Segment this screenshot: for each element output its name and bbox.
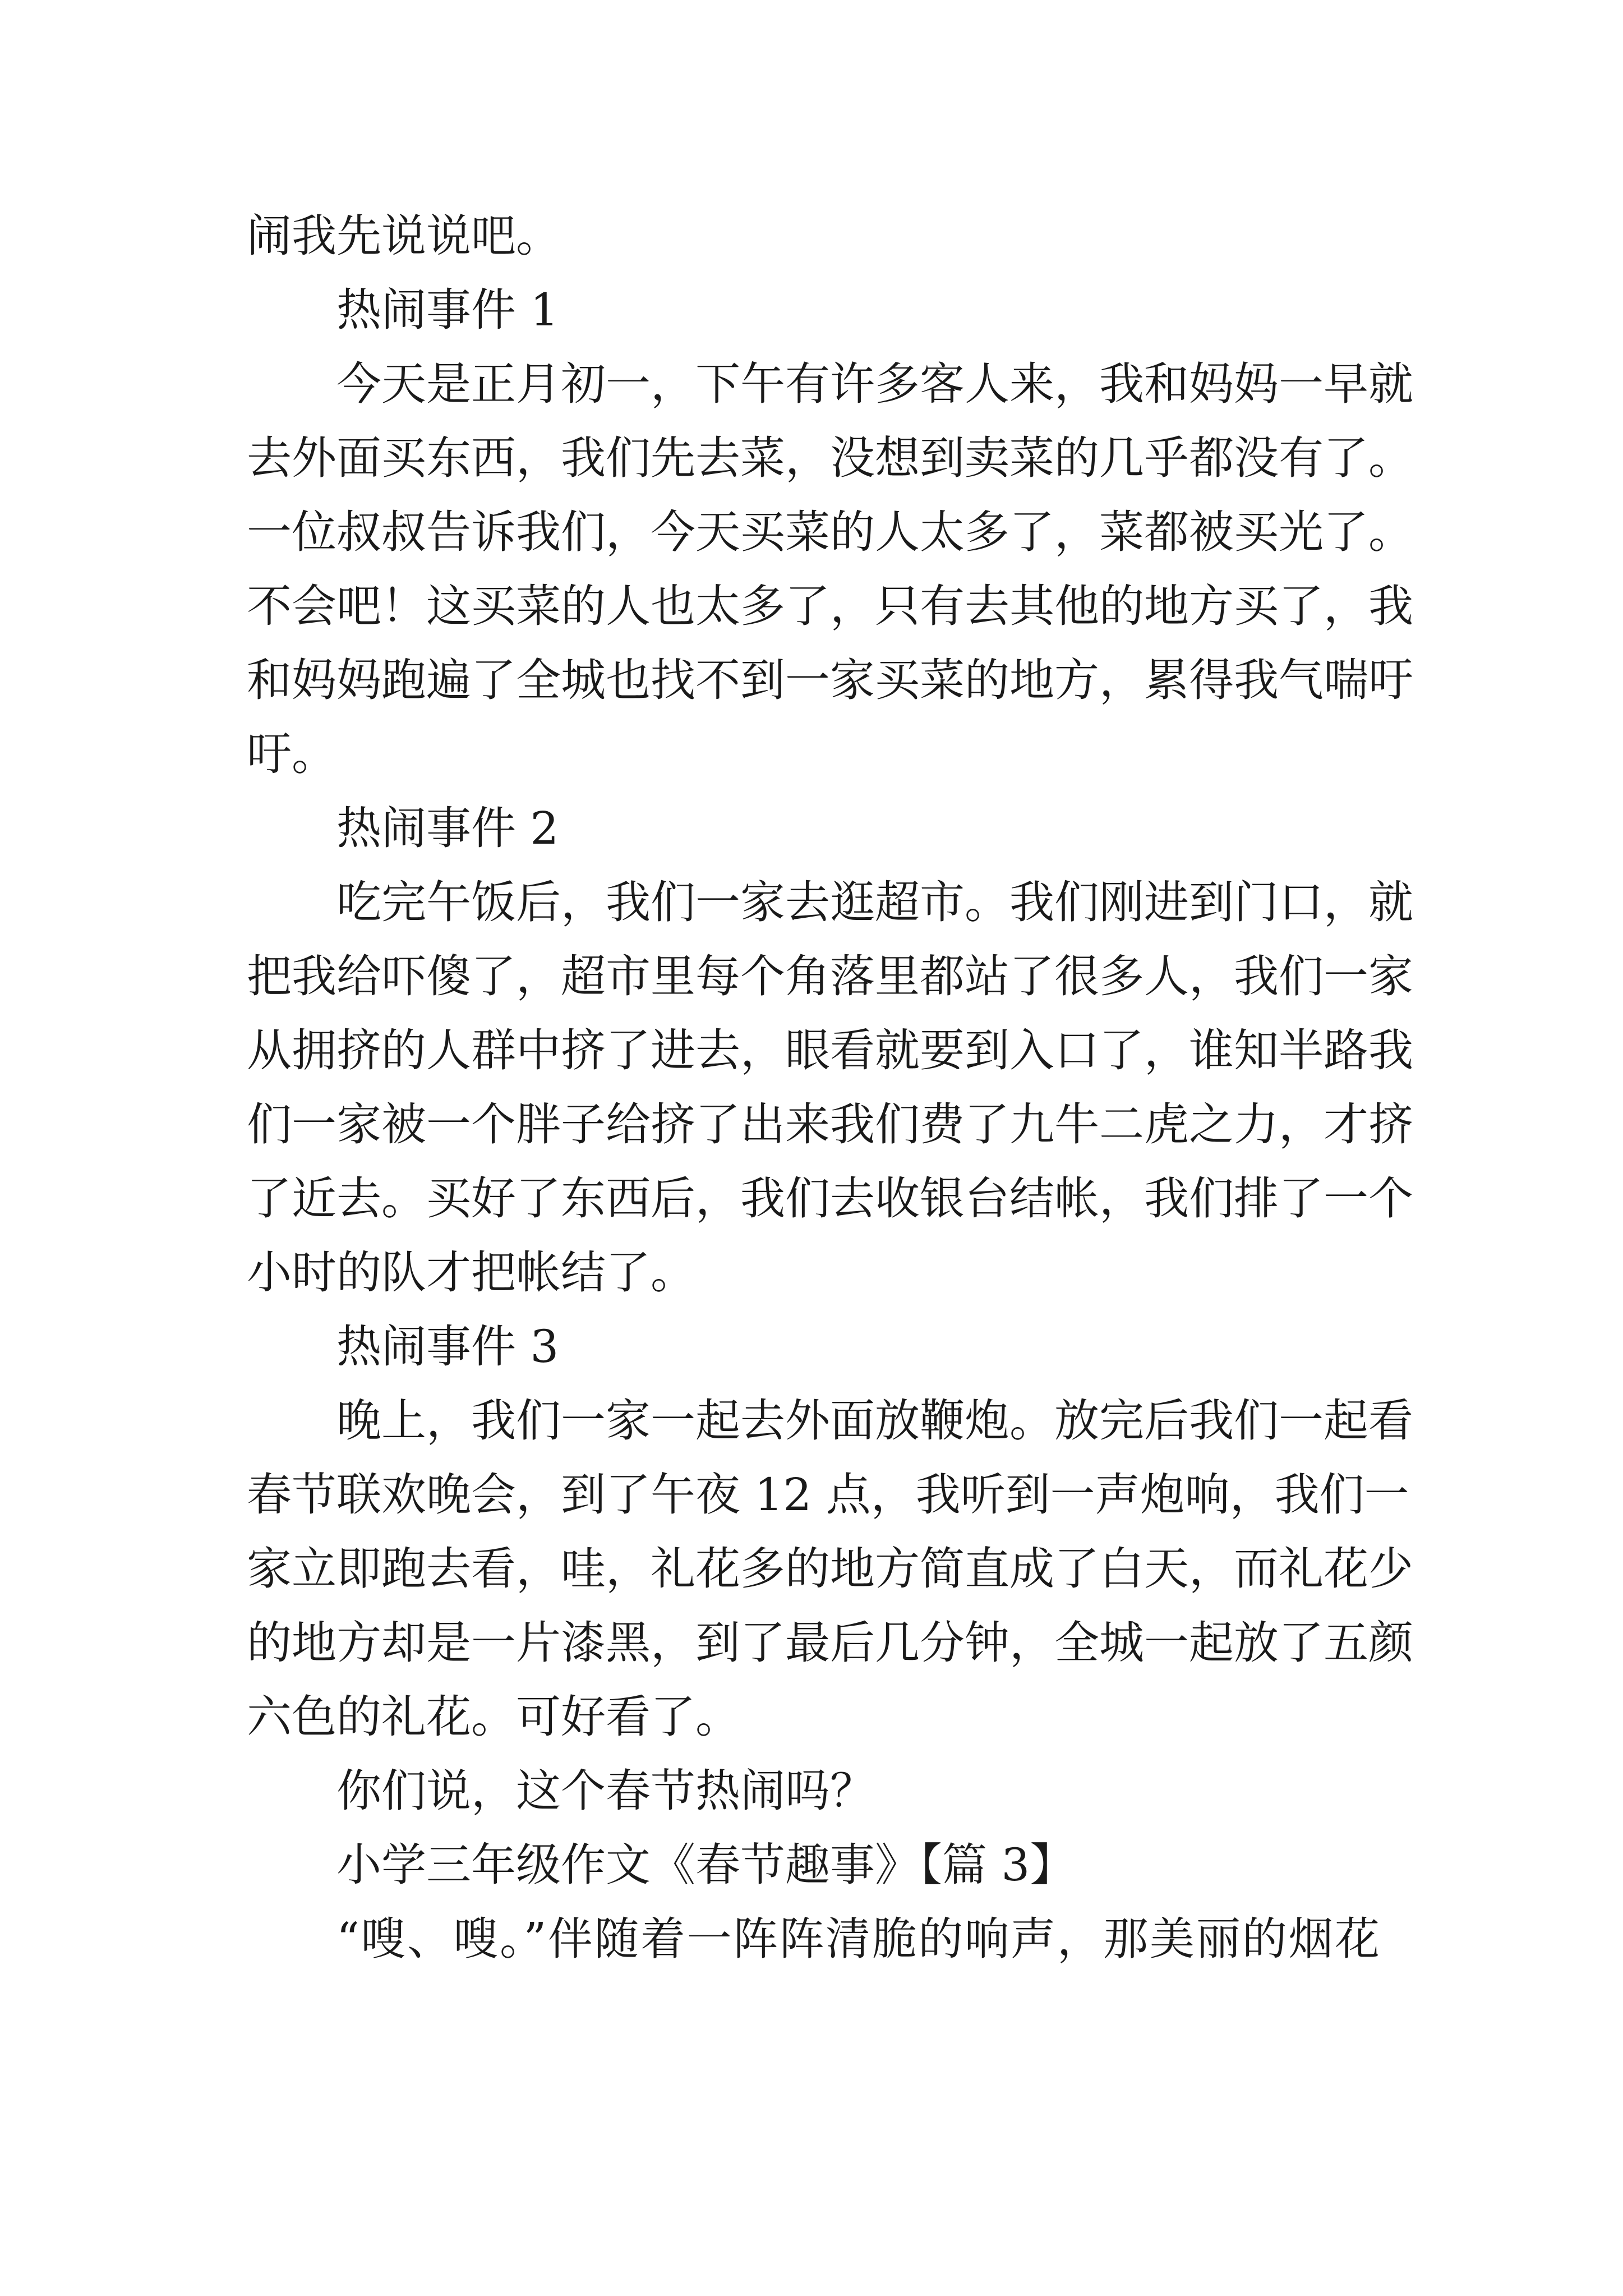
text-line: 一位叔叔告诉我们，今天买菜的人太多了，菜都被买光了。 bbox=[247, 506, 1413, 558]
text-line: 们一家被一个胖子给挤了出来我们费了九牛二虎之力，才挤 bbox=[247, 1098, 1413, 1151]
text-line: 春节联欢晚会，到了午夜 12 点，我听到一声炮响，我们一 bbox=[247, 1469, 1409, 1521]
text-line: 吃完午饭后，我们一家去逛超市。我们刚进到门口，就 bbox=[336, 876, 1413, 928]
text-line: 今天是正月初一，下午有许多客人来，我和妈妈一早就 bbox=[336, 358, 1413, 410]
text-line: 六色的礼花。可好看了。 bbox=[247, 1691, 740, 1743]
text-line: 的地方却是一片漆黑，到了最后几分钟，全城一起放了五颜 bbox=[247, 1617, 1413, 1669]
text-line: 小学三年级作文《春节趣事》【篇 3】 bbox=[336, 1839, 1075, 1891]
text-line: 小时的队才把帐结了。 bbox=[247, 1246, 695, 1299]
document-body bbox=[247, 199, 1413, 1976]
text-line: 去外面买东西，我们先去菜，没想到卖菜的几乎都没有了。 bbox=[247, 432, 1413, 484]
text-line: 和妈妈跑遍了全城也找不到一家买菜的地方，累得我气喘吁 bbox=[247, 654, 1413, 706]
text-line: 热闹事件 1 bbox=[336, 284, 559, 336]
text-line: 热闹事件 2 bbox=[336, 802, 559, 854]
text-line: “嗖、嗖。”伴随着一阵阵清脆的响声，那美丽的烟花 bbox=[336, 1913, 1380, 1965]
text-line: 家立即跑去看，哇，礼花多的地方简直成了白天，而礼花少 bbox=[247, 1543, 1413, 1595]
text-line: 从拥挤的人群中挤了进去，眼看就要到入口了，谁知半路我 bbox=[247, 1024, 1413, 1076]
text-line: 不会吧！这买菜的人也太多了，只有去其他的地方买了，我 bbox=[247, 580, 1413, 632]
text-line: 闹我先说说吧。 bbox=[247, 210, 561, 262]
text-line: 吁。 bbox=[247, 728, 336, 780]
text-line: 你们说，这个春节热闹吗？ bbox=[336, 1765, 875, 1817]
text-line: 晚上，我们一家一起去外面放鞭炮。放完后我们一起看 bbox=[336, 1395, 1413, 1447]
text-line: 把我给吓傻了，超市里每个角落里都站了很多人，我们一家 bbox=[247, 950, 1413, 1002]
text-line: 了近去。买好了东西后，我们去收银台结帐，我们排了一个 bbox=[247, 1172, 1413, 1225]
text-line: 热闹事件 3 bbox=[336, 1320, 559, 1373]
